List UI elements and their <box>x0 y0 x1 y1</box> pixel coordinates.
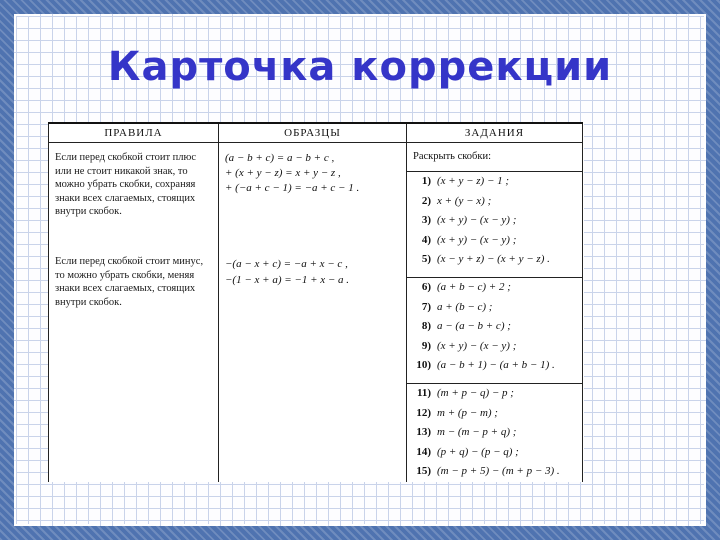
correction-card-table <box>48 122 584 482</box>
task-item: 4) (x + y) − (x − y) ; <box>421 233 517 246</box>
task-group-1 <box>407 171 582 270</box>
rule-minus: Если перед скобкой стоит минус, то можно убрать скобки, меняя знаки всех слагаемых, стоящих внутри скобок. <box>55 256 204 308</box>
example-line: −(a − x + c) = −a + x − c , <box>225 258 348 270</box>
task-item: 11) (m + p − q) − p ; <box>416 387 514 399</box>
task-item: 2) x + (y − x) ; <box>421 194 492 207</box>
examples-column <box>219 143 407 483</box>
example-line: −(1 − x + a) = −1 + x − a . <box>225 274 350 286</box>
tasks-instruction: Раскрыть скобки: <box>413 151 492 162</box>
task-item: 12) m + (p − m) ; <box>416 406 498 419</box>
rule-plus: Если перед скобкой стоит плюс или не стоит никакой знак, то можно убрать скобки, сохраняя знаки всех слагаемых, стоящих внутри скобок. <box>55 152 197 217</box>
slide-title: Карточка коррекции <box>107 44 613 90</box>
header-tasks: ЗАДАНИЯ <box>407 123 583 143</box>
task-item: 15) (m − p + 5) − (m + p − 3) . <box>416 465 560 477</box>
task-item: 8) a − (a − b + c) ; <box>421 320 511 332</box>
task-item: 14) (p + q) − (p − q) ; <box>416 445 519 458</box>
task-item: 3) (x + y) − (x − y) ; <box>421 214 517 226</box>
task-item: 6) (a + b − c) + 2 ; <box>421 281 511 293</box>
task-item: 7) a + (b − c) ; <box>421 300 493 313</box>
example-line: + (−a + c − 1) = −a + c − 1 . <box>225 182 360 194</box>
header-examples: ОБРАЗЦЫ <box>219 123 407 143</box>
task-item: 9) (x + y) − (x − y) ; <box>421 339 517 352</box>
tasks-column <box>407 143 583 483</box>
task-group-2 <box>407 277 582 376</box>
header-rules: ПРАВИЛА <box>49 123 219 143</box>
task-item: 5) (x − y + z) − (x + y − z) . <box>421 253 550 265</box>
example-line: + (x + y − z) = x + y − z , <box>225 167 341 179</box>
task-item: 13) m − (m − p + q) ; <box>416 426 517 438</box>
task-item: 1) (x + y − z) − 1 ; <box>421 175 510 187</box>
rules-column <box>49 143 219 483</box>
task-group-3 <box>407 383 582 482</box>
example-line: (a − b + c) = a − b + c , <box>225 152 335 164</box>
task-item: 10) (a − b + 1) − (a + b − 1) . <box>416 359 555 371</box>
